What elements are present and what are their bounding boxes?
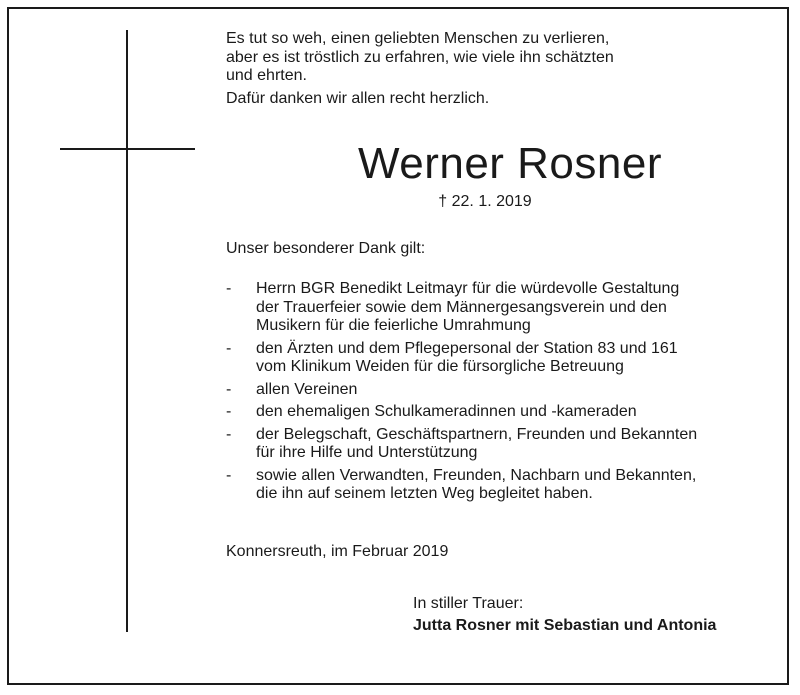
list-line: für ihre Hilfe und Unterstützung [256,444,478,461]
list-line: sowie allen Verwandten, Freunden, Nachbarn und Bekannten, [256,466,697,484]
list-line: der Belegschaft, Geschäftspartnern, Freunden und Bekannten [256,425,698,443]
list-dash: - [226,466,232,484]
deceased-name: Werner Rosner [357,139,662,188]
list-line: Herrn BGR Benedikt Leitmayr für die würdevolle Gestaltung [256,280,680,297]
intro-line: aber es ist tröstlich zu erfahren, wie viele ihn schätzten [226,48,614,66]
list-line: den Ärzten und dem Pflegepersonal der Station 83 und 161 [256,339,678,357]
list-line: vom Klinikum Weiden für die fürsorgliche Betreuung [256,358,624,375]
list-line: Musikern für die feierliche Umrahmung [256,317,531,334]
intro-line: und ehrten. [226,67,307,84]
place-and-date: Konnersreuth, im Februar 2019 [226,543,449,560]
intro-text [226,30,746,108]
list-dash: - [226,403,232,420]
signature-names: Jutta Rosner mit Sebastian und Antonia [413,617,717,634]
list-item [226,381,766,400]
intro-thanks: Dafür danken wir allen recht herzlich. [226,89,490,107]
list-line: den ehemaligen Schulkameradinnen und -kameraden [256,403,637,420]
list-line: die ihn auf seinem letzten Weg begleitet haben. [256,485,593,502]
list-dash: - [226,280,232,297]
cross-vertical-bar [126,30,128,632]
death-date: † 22. 1. 2019 [438,193,532,210]
signature-label: In stiller Trauer: [413,595,524,612]
list-item [226,403,766,422]
list-item [226,467,766,504]
cross-horizontal-bar [60,148,195,150]
list-dash: - [226,425,232,443]
list-line: allen Vereinen [256,380,358,398]
thanks-heading: Unser besonderer Dank gilt: [226,240,426,257]
list-line: der Trauerfeier sowie dem Männergesangsverein und den [256,298,667,316]
list-item [226,426,766,463]
intro-line: Es tut so weh, einen geliebten Menschen zu verlieren, [226,30,610,47]
list-dash: - [226,339,232,357]
list-item [226,280,766,336]
list-item [226,340,766,377]
list-dash: - [226,380,232,398]
thanks-list [226,280,766,508]
